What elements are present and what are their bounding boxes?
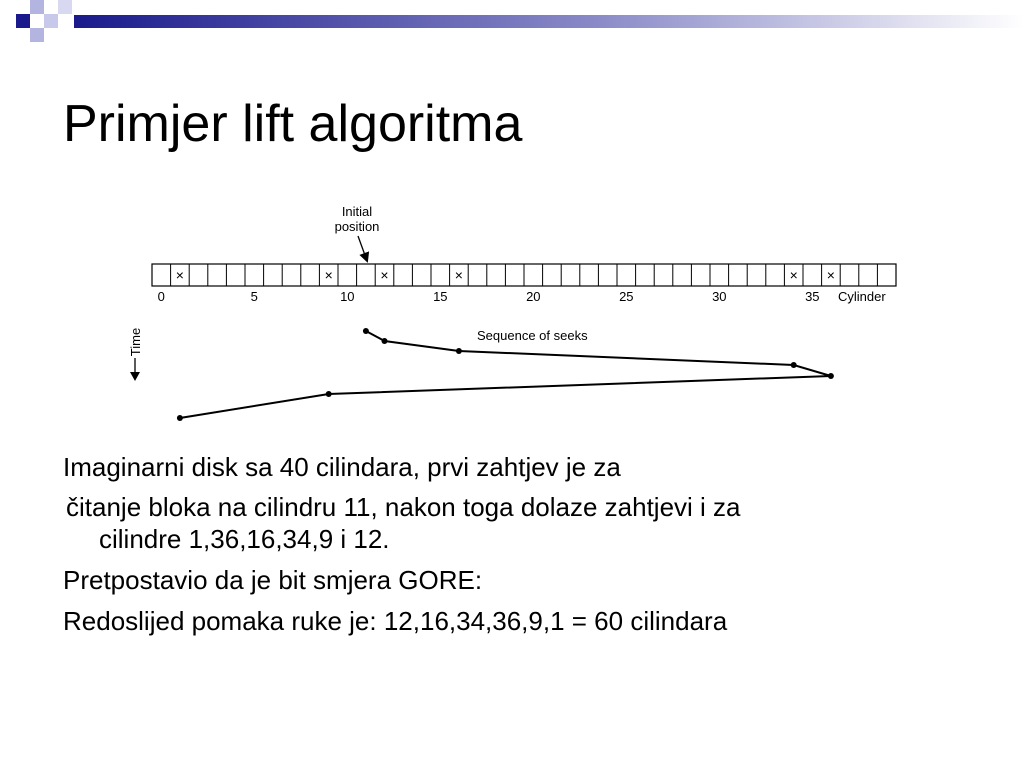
seek-point bbox=[456, 348, 462, 354]
request-marker: × bbox=[454, 267, 463, 283]
request-marker: × bbox=[789, 267, 798, 283]
request-marker: × bbox=[175, 267, 184, 283]
seek-point bbox=[382, 338, 388, 344]
time-axis bbox=[128, 328, 143, 381]
paragraph-result: Redoslijed pomaka ruke je: 12,16,34,36,9,1 = 60 cilindara bbox=[63, 606, 728, 636]
time-arrow-head bbox=[130, 372, 140, 381]
paragraph-requests-line2: cilindre 1,36,16,34,9 i 12. bbox=[99, 524, 390, 554]
cylinder-tick-label: 5 bbox=[250, 289, 258, 304]
cylinder-axis-label: Cylinder bbox=[838, 289, 886, 304]
cylinder-tick-label: 10 bbox=[340, 289, 355, 304]
seek-point bbox=[363, 328, 369, 334]
cylinder-strip bbox=[152, 264, 896, 286]
cylinder-tick-label: 25 bbox=[619, 289, 634, 304]
seek-point bbox=[326, 391, 332, 397]
sequence-label: Sequence of seeks bbox=[477, 328, 588, 343]
seek-point bbox=[791, 362, 797, 368]
request-marker: × bbox=[380, 267, 389, 283]
paragraph-direction: Pretpostavio da je bit smjera GORE: bbox=[63, 565, 483, 595]
initial-position-arrow bbox=[358, 236, 366, 258]
cylinder-tick-label: 0 bbox=[157, 289, 165, 304]
cylinder-tick-label: 20 bbox=[526, 289, 541, 304]
time-label: Time bbox=[128, 327, 143, 357]
slide-title: Primjer lift algoritma bbox=[63, 95, 523, 153]
cylinder-tick-label: 30 bbox=[712, 289, 727, 304]
initial-position-label: position bbox=[334, 219, 380, 234]
seek-point bbox=[177, 415, 183, 421]
request-marker: × bbox=[826, 267, 835, 283]
cylinder-tick-label: 15 bbox=[433, 289, 448, 304]
initial-position-label: Initial bbox=[341, 204, 373, 219]
seek-line bbox=[180, 331, 831, 418]
seek-point bbox=[828, 373, 834, 379]
paragraph-intro: Imaginarni disk sa 40 cilindara, prvi zahtjev je za bbox=[63, 452, 621, 482]
request-marker: × bbox=[324, 267, 333, 283]
paragraph-requests-line1: čitanje bloka na cilindru 11, nakon toga dolaze zahtjevi i za bbox=[66, 492, 741, 522]
cylinder-tick-label: 35 bbox=[805, 289, 820, 304]
cylinder-tick-labels bbox=[158, 289, 820, 304]
